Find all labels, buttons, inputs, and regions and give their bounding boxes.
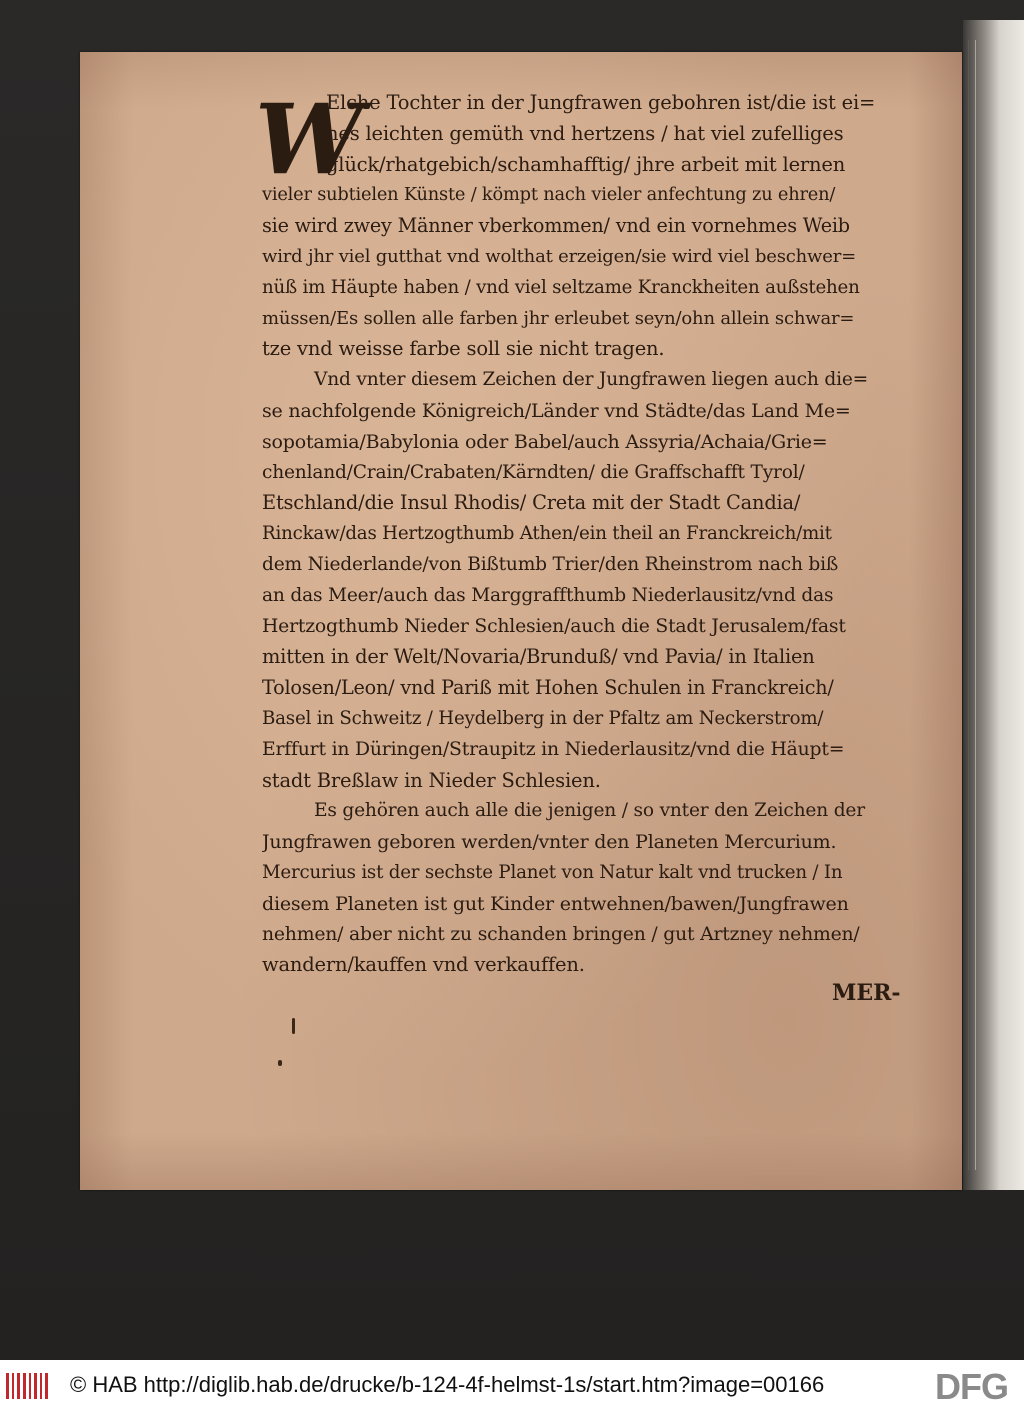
text-line: vieler subtielen Künste / kömpt nach vieler anfechtung zu ehren/ xyxy=(262,184,836,206)
copyright-url[interactable]: © HAB http://diglib.hab.de/drucke/b-124-4f-helmst-1s/start.htm?image=00166 xyxy=(70,1372,825,1397)
ink-mark xyxy=(278,1060,282,1066)
drop-cap-initial: W xyxy=(255,83,363,196)
text-line: glück/rhatgebich/schamhafftig/ jhre arbeit mit lernen xyxy=(326,152,846,176)
text-line: sie wird zwey Männer vberkommen/ vnd ein vornehmes Weib xyxy=(262,214,850,238)
text-line: se nachfolgende Königreich/Länder vnd Städte/das Land Me= xyxy=(262,399,851,422)
text-line: Elche Tochter in der Jungfrawen gebohren ist/die ist ei= xyxy=(326,91,876,114)
page-text xyxy=(262,88,924,981)
ink-mark xyxy=(292,1018,295,1034)
text-line: Vnd vnter diesem Zeichen der Jungfrawen liegen auch die= xyxy=(314,369,869,391)
catchword: MER- xyxy=(832,980,901,1006)
text-line: wandern/kauffen vnd verkauffen. xyxy=(262,953,585,977)
text-line: sopotamia/Babylonia oder Babel/auch Assyria/Achaia/Grie= xyxy=(262,430,828,453)
text-line: Erffurt in Düringen/Straupitz in Niederlausitz/vnd die Häupt= xyxy=(262,738,845,760)
text-line: an das Meer/auch das Marggraffthumb Niederlausitz/vnd das xyxy=(262,584,834,606)
text-line: müssen/Es sollen alle farben jhr erleubet seyn/ohn allein schwar= xyxy=(262,307,855,329)
text-line: Basel in Schweitz / Heydelberg in der Pfaltz am Neckerstrom/ xyxy=(262,707,824,729)
text-line: Hertzogthumb Nieder Schlesien/auch die Stadt Jerusalem/fast xyxy=(262,615,846,637)
text-line: diesem Planeten ist gut Kinder entwehnen/bawen/Jungfrawen xyxy=(262,892,849,915)
text-line: nehmen/ aber nicht zu schanden bringen / gut Artzney nehmen/ xyxy=(262,923,860,945)
text-line: Jungfrawen geboren werden/vnter den Planeten Mercurium. xyxy=(262,831,837,854)
text-line: Es gehören auch alle die jenigen / so vnter den Zeichen der xyxy=(314,800,865,822)
text-line: Tolosen/Leon/ vnd Pariß mit Hohen Schulen in Franckreich/ xyxy=(262,676,834,700)
page-stack-lines xyxy=(968,40,976,1170)
text-line: wird jhr viel gutthat vnd wolthat erzeigen/sie wird viel beschwer= xyxy=(262,245,857,267)
hab-logo-icon xyxy=(6,1372,48,1400)
text-line: tze vnd weisse farbe soll sie nicht tragen. xyxy=(262,337,665,361)
text-line: Mercurius ist der sechste Planet von Natur kalt vnd trucken / In xyxy=(262,861,843,883)
text-line: nüß im Häupte haben / vnd viel seltzame Kranckheiten außstehen xyxy=(262,276,860,298)
text-line: dem Niederlande/von Bißtumb Trier/den Rheinstrom nach biß xyxy=(262,553,839,575)
text-line: Rinckaw/das Hertzogthumb Athen/ein theil an Franckreich/mit xyxy=(262,523,832,545)
text-line: mitten in der Welt/Novaria/Brunduß/ vnd Pavia/ in Italien xyxy=(262,645,815,669)
text-line: nes leichten gemüth vnd hertzens / hat viel zufelliges xyxy=(326,121,844,145)
text-line: stadt Breßlaw in Nieder Schlesien. xyxy=(262,768,601,792)
text-line: Etschland/die Insul Rhodis/ Creta mit der Stadt Candia/ xyxy=(262,491,801,515)
text-line: chenland/Crain/Crabaten/Kärndten/ die Graffschafft Tyrol/ xyxy=(262,461,805,483)
dfg-logo: DFG xyxy=(935,1366,1008,1407)
